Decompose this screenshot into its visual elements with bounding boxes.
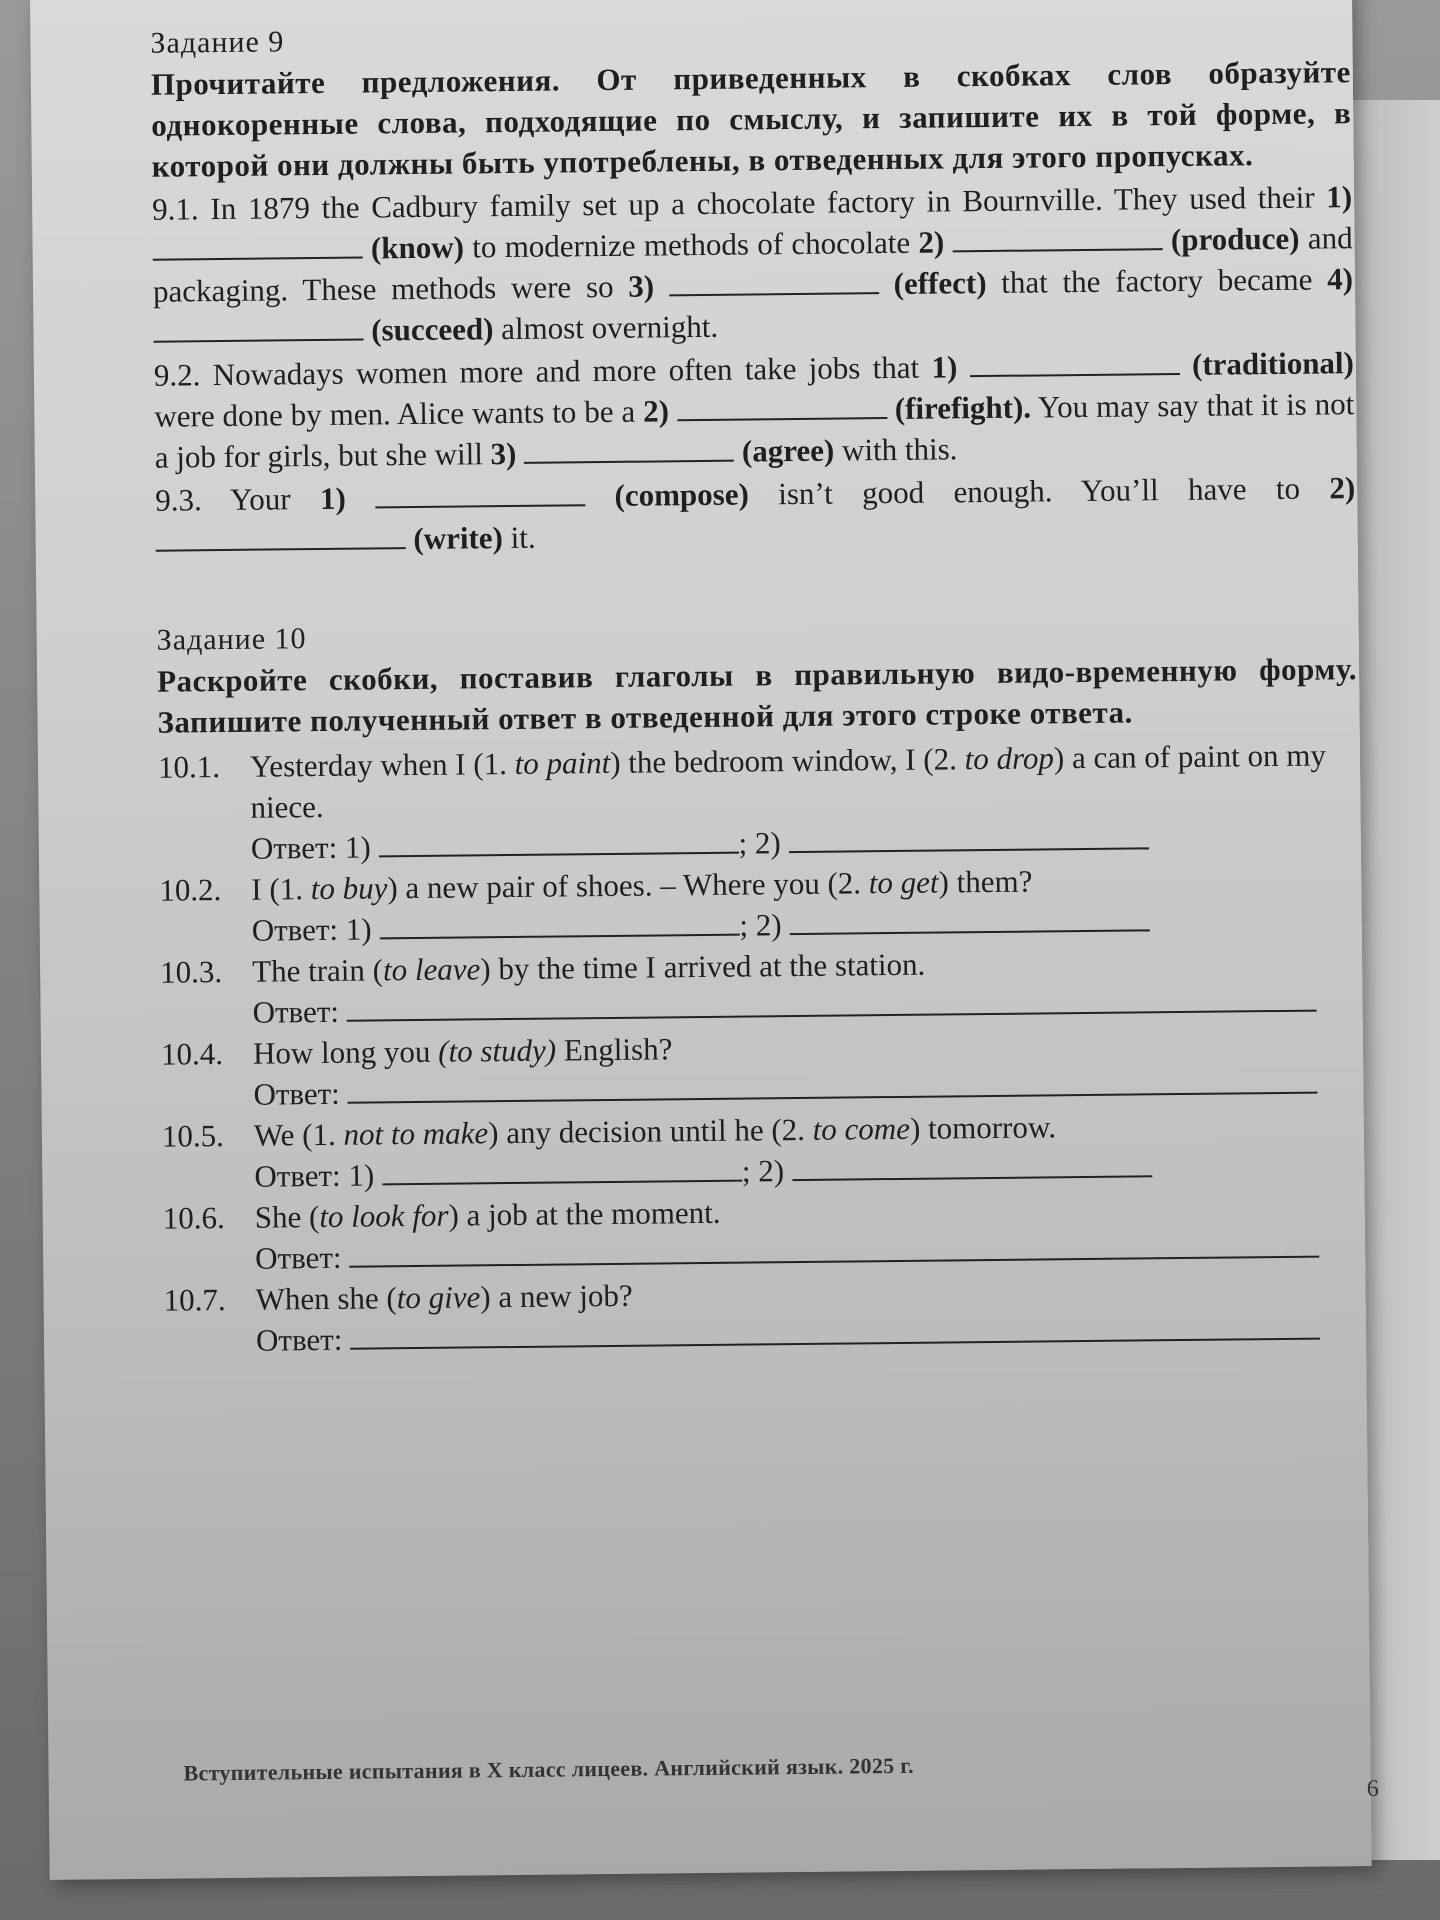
text: were done by men. Alice wants to be a bbox=[154, 393, 644, 434]
gap-number: 2) bbox=[918, 224, 945, 260]
stem-word: (know) bbox=[370, 229, 465, 266]
exercise-10-2 bbox=[159, 857, 1360, 952]
text: How long you bbox=[252, 1033, 439, 1071]
gap-number: 3) bbox=[490, 435, 517, 472]
task9-section bbox=[150, 10, 1356, 562]
answer-blank[interactable] bbox=[524, 436, 734, 464]
verb: to buy bbox=[310, 870, 388, 907]
text: 9.1. In 1879 the Cadbury family set up a chocolate factory in Bournville. They used their bbox=[152, 179, 1327, 227]
text: I (1. bbox=[251, 871, 311, 907]
answer-blank[interactable] bbox=[677, 393, 887, 421]
answer-blank[interactable] bbox=[375, 480, 585, 508]
answer-blank[interactable] bbox=[970, 349, 1180, 377]
text: that the factory became bbox=[986, 261, 1328, 300]
text: ) any decision until he (2. bbox=[487, 1111, 813, 1151]
text: ) the bedroom window, I (2. bbox=[610, 741, 965, 780]
stem-word: (write) bbox=[413, 520, 504, 557]
verb: to come bbox=[812, 1110, 911, 1147]
text: We (1. bbox=[253, 1116, 344, 1153]
verb: to look for bbox=[319, 1197, 449, 1235]
text: The train ( bbox=[251, 952, 384, 989]
text: ) a new pair of shoes. – Where you (2. bbox=[387, 865, 870, 906]
stem-word: (traditional) bbox=[1191, 345, 1355, 382]
item-sentence bbox=[250, 734, 1359, 828]
gap-number: 3) bbox=[628, 268, 655, 304]
item-number: 10.5. bbox=[161, 1118, 225, 1154]
gap-number: 1) bbox=[1326, 179, 1353, 215]
answer-field[interactable] bbox=[346, 984, 1316, 1022]
page-content bbox=[150, 10, 1364, 1361]
verb: to get bbox=[868, 864, 939, 901]
item-number: 10.1. bbox=[157, 749, 221, 785]
answer-label: Ответ: bbox=[252, 993, 340, 1030]
stem-word: (firefight). bbox=[894, 389, 1032, 426]
text: ) them? bbox=[938, 863, 1033, 900]
answer-blank[interactable] bbox=[152, 233, 362, 261]
answer-field-1[interactable] bbox=[379, 908, 739, 940]
text: ) tomorrow. bbox=[909, 1109, 1057, 1146]
task10-heading: Задание 10 bbox=[156, 622, 307, 657]
item-number: 10.7. bbox=[163, 1282, 226, 1318]
text: ) a job at the moment. bbox=[448, 1194, 721, 1233]
exercise-10-4 bbox=[161, 1021, 1362, 1116]
exercise-9-3 bbox=[155, 467, 1356, 562]
gap-number: 4) bbox=[1326, 261, 1354, 297]
answer-label: Ответ: bbox=[255, 1239, 342, 1276]
answer-label: Ответ: bbox=[253, 1075, 340, 1112]
gap-number: 2) bbox=[1329, 470, 1356, 506]
worksheet-page bbox=[30, 0, 1379, 1880]
task9-instruction: Прочитайте предложения. От приведенных в скобках слов образуйте однокоренные слова, подходящие по смыслу, и запишите их в той форме, в которой они должны быть употреблены, в отведенных для этого пропусках. bbox=[150, 54, 1352, 184]
answer-separator: ; 2) bbox=[739, 907, 782, 943]
answer-field-2[interactable] bbox=[789, 903, 1149, 935]
stem-word: (compose) bbox=[614, 476, 750, 513]
verb: not to make bbox=[343, 1115, 489, 1152]
text: with this. bbox=[834, 431, 958, 468]
exercise-9-2 bbox=[154, 342, 1355, 478]
gap-number: 1) bbox=[319, 480, 346, 516]
text: almost overnight. bbox=[493, 308, 719, 347]
text: When she ( bbox=[255, 1280, 397, 1317]
text: it. bbox=[502, 519, 536, 556]
answer-field-1[interactable] bbox=[378, 826, 738, 858]
text: She ( bbox=[254, 1199, 320, 1235]
page-number: 6 bbox=[1366, 1775, 1379, 1803]
text: isn’t good enough. You’ll have to bbox=[748, 470, 1330, 512]
stem-word: (agree) bbox=[741, 432, 835, 469]
text: ) a can of paint on my niece. bbox=[250, 737, 1327, 825]
page-footer: Вступительные испытания в X класс лицеев. Английский язык. 2025 г. bbox=[183, 1752, 915, 1786]
item-number: 10.4. bbox=[160, 1036, 224, 1072]
verb: to paint bbox=[514, 744, 611, 781]
exercise-10-7 bbox=[163, 1267, 1364, 1362]
answer-field[interactable] bbox=[350, 1312, 1320, 1350]
answer-field[interactable] bbox=[347, 1066, 1317, 1104]
text: English? bbox=[555, 1031, 673, 1068]
stem-word: (produce) bbox=[1170, 220, 1300, 258]
answer-label: Ответ: 1) bbox=[254, 1157, 375, 1194]
answer-blank[interactable] bbox=[153, 315, 363, 343]
exercise-9-1 bbox=[152, 176, 1354, 353]
text: ) a new job? bbox=[480, 1277, 633, 1315]
exercise-10-6 bbox=[163, 1185, 1364, 1280]
task9-heading: Задание 9 bbox=[150, 25, 285, 60]
text: ) by the time I arrived at the station. bbox=[480, 946, 926, 987]
answer-field-2[interactable] bbox=[788, 821, 1148, 853]
answer-label: Ответ: 1) bbox=[251, 911, 372, 948]
answer-blank[interactable] bbox=[669, 268, 879, 296]
task10-items bbox=[158, 734, 1364, 1362]
text: 9.3. Your bbox=[155, 480, 321, 518]
text: Yesterday when I (1. bbox=[249, 745, 515, 784]
exercise-10-3 bbox=[160, 939, 1361, 1034]
text: and packaging. These methods were so bbox=[152, 220, 1353, 309]
stem-word: (succeed) bbox=[371, 311, 494, 348]
answer-field-2[interactable] bbox=[792, 1149, 1152, 1181]
exercise-10-1 bbox=[158, 734, 1359, 870]
answer-blank[interactable] bbox=[156, 523, 406, 552]
answer-field[interactable] bbox=[349, 1230, 1319, 1268]
task10-section bbox=[156, 607, 1364, 1362]
stem-word: (effect) bbox=[893, 264, 987, 301]
text: You may say that it is not a job for girls, but she will bbox=[154, 386, 1355, 475]
verb: to leave bbox=[382, 951, 481, 988]
exercise-10-5 bbox=[162, 1103, 1363, 1198]
verb: (to study) bbox=[437, 1032, 557, 1069]
item-number: 10.6. bbox=[162, 1200, 225, 1236]
answer-blank[interactable] bbox=[952, 224, 1162, 252]
text: to modernize methods of chocolate bbox=[463, 224, 919, 265]
gap-number: 2) bbox=[642, 393, 670, 429]
answer-separator: ; 2) bbox=[741, 1153, 785, 1189]
item-number: 10.2. bbox=[159, 872, 222, 908]
verb: to give bbox=[396, 1279, 481, 1316]
gap-number: 1) bbox=[931, 349, 958, 385]
answer-field-1[interactable] bbox=[382, 1154, 742, 1186]
task10-instruction: Раскройте скобки, поставив глаголы в правильную видо-временную форму. Запишите полученный ответ в отведенной для этого строке ответа. bbox=[156, 651, 1358, 740]
item-number: 10.3. bbox=[160, 954, 223, 990]
answer-label: Ответ: 1) bbox=[250, 829, 371, 866]
verb: to drop bbox=[964, 740, 1055, 777]
answer-label: Ответ: bbox=[255, 1321, 343, 1358]
text: 9.2. Nowadays women more and more often take jobs that bbox=[153, 349, 932, 393]
answer-separator: ; 2) bbox=[738, 825, 781, 861]
